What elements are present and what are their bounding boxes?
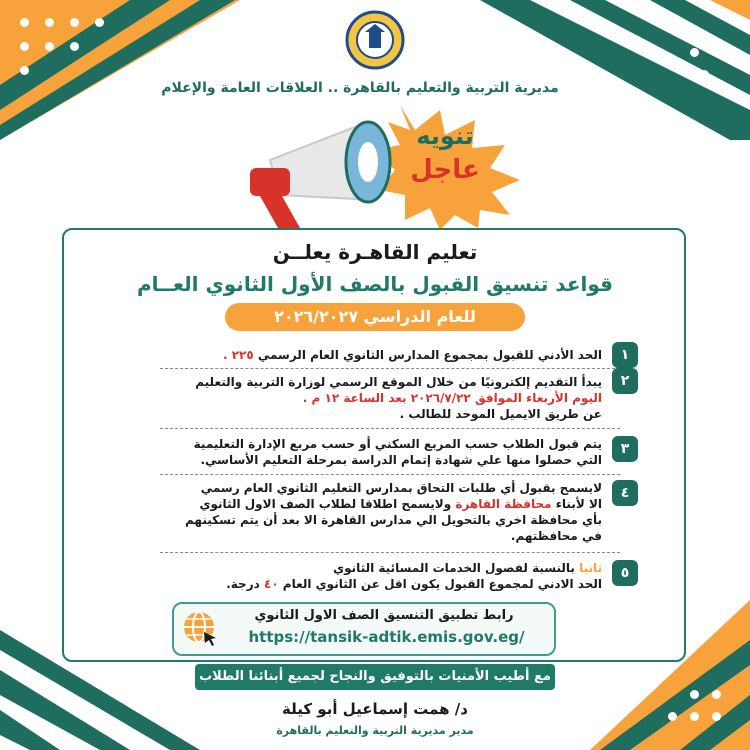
item-5-line-2 <box>132 576 602 592</box>
wishes-band: مع أطيب الأمنيات بالتوفيق والنجاح لجميع أبنائنا الطلاب <box>195 664 555 690</box>
item-5-highlight: ٤٠ <box>263 577 279 591</box>
item-3 <box>132 436 602 468</box>
ministry-logo <box>345 10 405 70</box>
item-5 <box>132 560 602 592</box>
item-4-line-2 <box>132 496 602 512</box>
academic-year-badge: للعام الدراسي ٢٠٢٦/٢٠٢٧ <box>225 303 525 331</box>
item-4-line-4: في محافظتهم. <box>510 529 602 543</box>
announcement-subtitle: قواعد تنسيق القبول بالصف الأول الثانوي العــام <box>136 272 613 296</box>
item-2 <box>132 374 602 422</box>
item-4-line-1: لايسمح بقبول أي طلبات التحاق بمدارس التعليم الثانوي العام رسمي <box>200 481 602 495</box>
separator <box>160 428 620 429</box>
item-5-line-1-text: بالنسبة لفصول الخدمات المسائية الثانوي <box>333 561 575 575</box>
separator <box>160 368 620 369</box>
item-1-highlight: ٢٢٥ . <box>222 348 254 362</box>
globe-click-icon <box>182 610 218 646</box>
burst-title-1: تنويه <box>416 122 474 150</box>
item-2-line-3: عن طريق الايميل الموحد للطالب . <box>399 407 602 421</box>
item-5-line-2-end: درجة. <box>226 577 260 591</box>
item-number-3: ٣ <box>612 436 638 462</box>
item-4-line-2-start: الا لأبناء <box>555 497 602 511</box>
item-4-highlight: محافظة القاهرة <box>455 497 552 511</box>
signer-name: د/ همت إسماعيل أبو كيلة <box>282 700 468 718</box>
link-label: رابط تطبيق التنسيق الصف الاول الثانوي <box>254 608 514 623</box>
item-4-line-2-end: ولايسمح اطلاقا لطلاب الصف الاول الثانوي <box>199 497 452 511</box>
urgent-burst <box>210 100 540 230</box>
item-1-text: الحد الأدني للقبول بمجموع المدارس الثانوي العام الرسمي <box>257 348 602 362</box>
item-number-1: ١ <box>612 342 638 368</box>
item-5-label: ثانيا <box>579 561 602 575</box>
item-5-line-1 <box>132 560 602 576</box>
burst-title-2: عاجل <box>410 155 480 185</box>
separator <box>160 474 620 475</box>
signer-title: مدير مديرية التربية والتعليم بالقاهرة <box>276 724 474 737</box>
separator <box>160 552 620 553</box>
item-3-line-1: يتم قبول الطلاب حسب المربع السكني أو حسب مربع الإدارة التعليمية <box>193 437 602 451</box>
item-5-line-2-start: الحد الادني لمجموع القبول يكون اقل عن الثانوي العام <box>282 577 602 591</box>
tansik-link-box <box>172 602 556 656</box>
top-left-decoration <box>0 0 240 140</box>
header-org-line: مديرية التربية والتعليم بالقاهرة .. العلاقات العامة والإعلام <box>161 80 559 96</box>
item-4 <box>132 480 602 544</box>
tansik-url-link[interactable]: https://tansik-adtik.emis.gov.eg/ <box>248 628 525 646</box>
announcement-title: تعليم القاهـرة يعلــن <box>272 240 478 264</box>
item-2-highlight: اليوم الأربعاء الموافق ٢٠٢٦/٧/٢٢ بعد الساعة ١٢ م . <box>302 391 602 405</box>
item-3-line-2: التي حصلوا منها علي شهادة إتمام الدراسة بمرحلة التعليم الأساسي. <box>200 453 602 467</box>
item-number-2: ٢ <box>612 368 638 394</box>
stripes-graphic <box>0 0 240 140</box>
item-4-line-3: بأي محافظة اخري بالتحويل الي مدارس القاهرة الا بعد أن يتم تسكينهم <box>185 513 602 527</box>
item-number-5: ٥ <box>612 560 638 586</box>
item-1 <box>132 347 602 363</box>
item-2-line-1: يبدأ التقديم إلكترونيًا من خلال الموقع الرسمي لوزارة التربية والتعليم <box>195 375 602 389</box>
item-number-4: ٤ <box>612 480 638 506</box>
